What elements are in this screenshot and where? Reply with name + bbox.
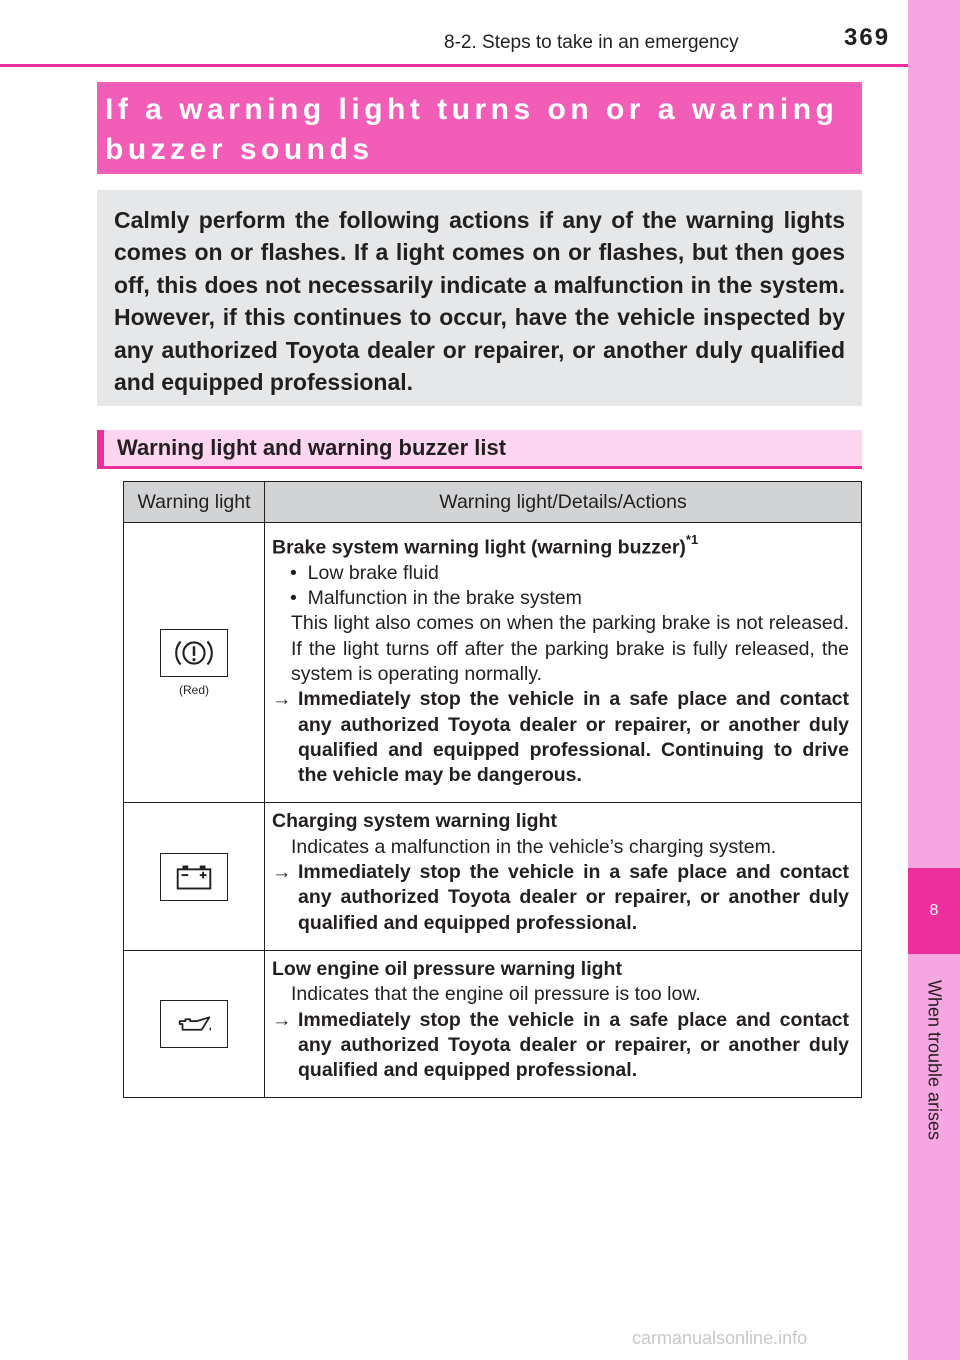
- oil-can-icon: [160, 1000, 228, 1048]
- action-line: [272, 860, 849, 936]
- subheading: Warning light and warning buzzer list: [97, 430, 862, 469]
- side-chapter-tab: [908, 0, 960, 1360]
- page-banner: [97, 82, 862, 174]
- column-header: Warning light/Details/Actions: [265, 482, 862, 523]
- icon-caption: (Red): [178, 682, 209, 697]
- header-rule: [0, 64, 908, 67]
- row-title: Brake system warning light (warning buzzer): [272, 536, 686, 559]
- list-item: [272, 586, 849, 611]
- action-text: Immediately stop the vehicle in a safe place and contact any authorized Toyota dealer or repairer, or another duly qualified and equipped professional. Continuing to drive the vehicle may be dangerous.: [298, 688, 849, 787]
- table-header-row: [124, 482, 862, 523]
- arrow-icon: →: [272, 1008, 292, 1031]
- bullet-text: Low brake fluid: [307, 561, 439, 584]
- battery-icon: [160, 853, 228, 901]
- column-header: Warning light: [124, 482, 265, 523]
- details-cell: [265, 950, 862, 1097]
- warning-light-cell: [124, 950, 265, 1097]
- banner-line-2: buzzer sounds: [105, 133, 374, 166]
- intro-paragraph: Calmly perform the following actions if any of the warning lights comes on or flashes. If a light comes on or flashes, but then goes off, this does not necessarily indicate a malfunction in the system. However, if this continues to occur, have the vehicle inspected by any authorized Toyota dealer or repairer, or another duly qualified and equipped professional.: [97, 190, 862, 406]
- table-row: [124, 950, 862, 1097]
- page-number: 369: [844, 24, 891, 51]
- details-cell: [265, 523, 862, 803]
- warning-light-table: [123, 481, 862, 1098]
- section-title: 8-2. Steps to take in an emergency: [444, 32, 739, 53]
- warning-light-cell: [124, 523, 265, 803]
- chapter-number-tab: [908, 868, 960, 954]
- table-row: [124, 803, 862, 950]
- row-title: Charging system warning light: [272, 810, 557, 833]
- row-title: Low engine oil pressure warning light: [272, 957, 622, 980]
- bullet-symbol: •: [290, 587, 297, 610]
- arrow-icon: →: [272, 861, 292, 884]
- bullet-symbol: •: [290, 561, 297, 584]
- action-text: Immediately stop the vehicle in a safe place and contact any authorized Toyota dealer or repairer, or another duly qualified and equipped professional.: [298, 1008, 849, 1082]
- banner-line-1: If a warning light turns on or a warning: [105, 93, 839, 126]
- row-title-line: [272, 529, 849, 561]
- arrow-icon: →: [272, 688, 292, 711]
- list-item: [272, 561, 849, 586]
- watermark: carmanualsonline.info: [632, 1328, 808, 1348]
- action-line: [272, 687, 849, 788]
- details-text: Indicates that the engine oil pressure is too low.: [291, 983, 701, 1006]
- details-cell: [265, 803, 862, 950]
- chapter-title: When trouble arises: [924, 979, 945, 1141]
- warning-light-cell: [124, 803, 265, 950]
- action-text: Immediately stop the vehicle in a safe place and contact any authorized Toyota dealer or repairer, or another duly qualified and equipped professional.: [298, 861, 849, 934]
- details-text: Indicates a malfunction in the vehicle’s charging system.: [291, 835, 777, 858]
- action-line: [272, 1008, 849, 1084]
- table-row: [124, 523, 862, 803]
- footnote-marker: *1: [685, 532, 699, 547]
- chapter-number: 8: [929, 902, 939, 919]
- details-text: This light also comes on when the parking brake is not released. If the light turns off after the parking brake is fully released, the system is operating normally.: [291, 612, 849, 685]
- brake-system-warning-icon: [160, 629, 228, 677]
- bullet-text: Malfunction in the brake system: [307, 587, 582, 610]
